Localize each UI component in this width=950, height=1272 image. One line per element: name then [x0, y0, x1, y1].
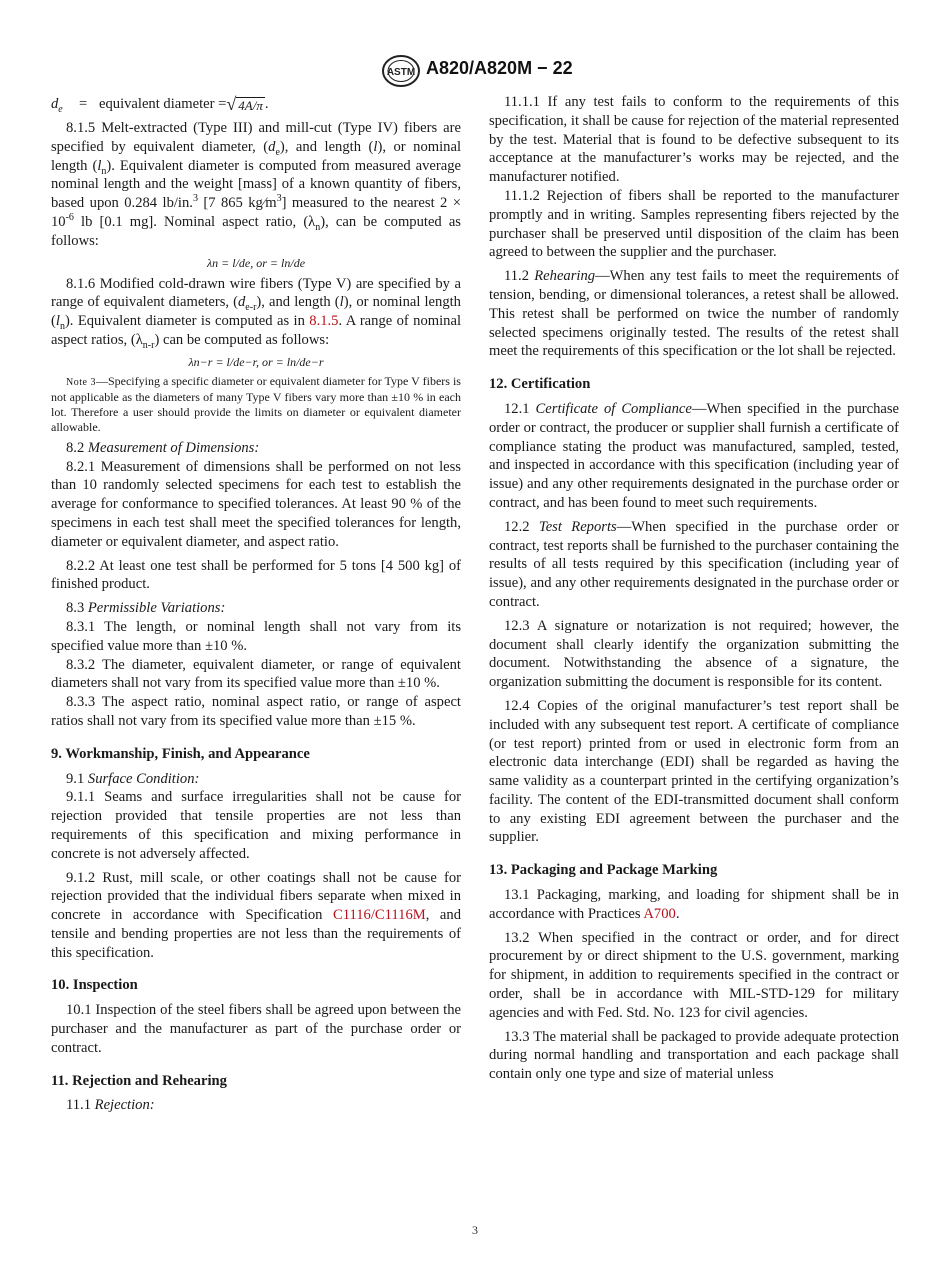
paragraph-12-4: 12.4 Copies of the original manufacturer’s test report shall be included with any subsequent test report. A certificate of compliance (or test report) printed from or used in electronic form from an electronic data interchange (EDI) shall be regarded as having the same validity as a counterpart printed in the certifying organization’s facility. The content of the EDI-transmitted document shall conform to any existing EDI agreement between the purchaser and the supplier. [489, 697, 899, 846]
equation-nominal-aspect-ratio: λn = l/de, or = ln/de [206, 255, 306, 270]
paragraph-10-1: 10.1 Inspection of the steel fibers shall be agreed upon between the purchaser and the manufacturer as part of the purchase order or contract. [51, 1002, 461, 1056]
equivalent-diameter-definition: $d_e$ = equivalent diameter = √ 4A/π . [51, 94, 269, 115]
paragraph-8-2-2: 8.2.2 At least one test shall be performed for 5 tons [4 500 kg] of finished product. [51, 557, 461, 593]
page-number: 3 [472, 1223, 478, 1237]
heading-8-2: 8.2 Measurement of Dimensions: [66, 439, 260, 456]
paragraph-8-3-2: 8.3.2 The diameter, equivalent diameter, or range of equivalent diameters shall not vary from its specified value more than ±10 %. [51, 656, 461, 692]
section-8-1-5-link[interactable]: 8.1.5 [309, 313, 339, 330]
paragraph-8-2-1: 8.2.1 Measurement of dimensions shall be performed on not less than 10 randomly selected specimens for each test to establish the average for conformance to specified tolerances. At least 90 % of the specimens in each test shall meet the specified tolerances for length, diameter or equivalent diameter, and aspect ratio. [51, 458, 461, 550]
paragraph-13-1: 13.1 Packaging, marking, and loading for shipment shall be in accordance with Practices A700. [489, 887, 899, 922]
paragraph-8-3-3: 8.3.3 The aspect ratio, nominal aspect ratio, or range of aspect ratios shall not vary from its specified value more than ±15 %. [51, 694, 461, 729]
section-12-heading: 12. Certification [489, 376, 591, 393]
heading-11-1: 11.1 Rejection: [66, 1097, 155, 1114]
section-10-heading: 10. Inspection [51, 977, 138, 994]
paragraph-8-3-1: 8.3.1 The length, or nominal length shall not vary from its specified value more than ±10 %. [51, 618, 461, 654]
paragraph-11-1-2: 11.1.2 Rejection of fibers shall be reported to the manufacturer promptly and in writing. Samples representing fibers rejected by the purchaser shall be preserved until disposition of the claim has been agreed to between the supplier and the purchaser. [489, 187, 899, 261]
document-designation: A820/A820M − 22 [426, 58, 573, 78]
right-column [489, 93, 899, 1084]
section-11-heading: 11. Rejection and Rehearing [51, 1072, 227, 1089]
paragraph-8-1-6: 8.1.6 Modified cold-drawn wire fibers (Type V) are specified by a range of equivalent diameters, $(d_{e-r})$, and length (l), or nominal length $(l_n)$. Equivalent diameter is computed as in 8.1.5. A range of nominal aspect ratios, $(\lambda_{n-r})$ can be computed as follows: [51, 275, 461, 351]
paragraph-8-1-5: 8.1.5 Melt-extracted (Type III) and mill-cut (Type IV) fibers are specified by equivalent diameter, $(d_e)$, and length (l), or nominal length $(l_n)$. Equivalent diameter is computed from measured average nominal length and the weight [mass] of a known quantity of fibers, based upon 0.284 lb/in.$^3$ [7 865 $kg⁄m^3$] measured to the nearest $2 \times 10^{-6}$ lb [0.1 mg]. Nominal aspect ratio, $(\lambda_n)$, can be computed as follows: [51, 120, 461, 249]
paragraph-12-3: 12.3 A signature or notarization is not required; however, the document shall clearly identify the organization submitting the document. Notwithstanding the absence of a signature, the organization submitting the document is responsible for its content. [489, 617, 899, 691]
paragraph-13-3: 13.3 The material shall be packaged to provide adequate protection during normal handling and transportation and each package shall contain only one type and size of material unless [489, 1028, 899, 1083]
section-13-heading: 13. Packaging and Package Marking [489, 862, 718, 879]
astm-logo-icon [381, 54, 421, 88]
a700-link[interactable]: A700 [643, 905, 676, 922]
paragraph-9-1-2: 9.1.2 Rust, mill scale, or other coatings shall not be cause for rejection provided that the individual fibers separate when mixed in concrete in accordance with Specification C1116/C1116M, and tensile and bending properties are not less than the requirements of this specification. [51, 869, 461, 961]
paragraph-12-2: 12.2 Test Reports—When specified in the purchase order or contract, test reports shall be furnished to the purchaser containing the results of all tests required by this specification (including year of issue), and any other requirements designated in the purchase order or contract. [489, 518, 900, 610]
equation-aspect-ratio-range: λn−r = l/de−r, or = ln/de−r [188, 354, 324, 369]
paragraph-13-2: 13.2 When specified in the contract or order, and for direct procurement by or direct shipment to the U.S. government, marking for shipment, in addition to requirements specified in the contract or order, shall be in accordance with MIL-STD-129 for military agencies and with Fed. Std. No. 123 for civil agencies. [489, 929, 899, 1021]
paragraph-12-1: 12.1 Certificate of Compliance—When specified in the purchase order or contract, the producer or supplier shall furnish a certificate of compliance stating the product was manufactured, sampled, tested, and inspected in accordance with this specification (including year of issue) and any other requirements designated in the purchase order or contract, and has been found to meet such requirements. [489, 400, 900, 511]
page-header [0, 54, 950, 90]
section-9-heading: 9. Workmanship, Finish, and Appearance [51, 745, 310, 762]
paragraph-11-2: 11.2 Rehearing—When any test fails to meet the requirements of tension, bending, or dimensional tolerances, a retest shall be allowed. This retest shall be performed on twice the number of randomly selected specimens originally tested. The results of the retest shall meet the requirements of this specification or the lot shall be rejected. [489, 268, 899, 360]
c1116-link[interactable]: C1116/C1116M [333, 907, 426, 924]
left-column [51, 93, 461, 1115]
heading-8-3: 8.3 Permissible Variations: [66, 600, 226, 617]
svg-text:ASTM: ASTM [386, 67, 416, 78]
paragraph-9-1-1: 9.1.1 Seams and surface irregularities shall not be cause for rejection provided that tensile properties are not less than requirements of this specification and mixing performance in concrete is not adversely affected. [51, 789, 461, 862]
paragraph-11-1-1: 11.1.1 If any test fails to conform to the requirements of this specification, it shall be cause for rejection of the material represented by the test. Material that is found to be defective subsequent to its acceptance at the manufacturer’s works may be rejected, and the manufacturer notified. [489, 94, 899, 186]
heading-9-1: 9.1 Surface Condition: [66, 770, 200, 787]
note-3: Note 3—Specifying a specific diameter or equivalent diameter for Type V fibers is not applicable as the diameters of many Type V fibers vary more than ±10 % in each lot. Therefore a user should provide the limits on diameter or equivalent diameter allowable. [51, 373, 461, 434]
